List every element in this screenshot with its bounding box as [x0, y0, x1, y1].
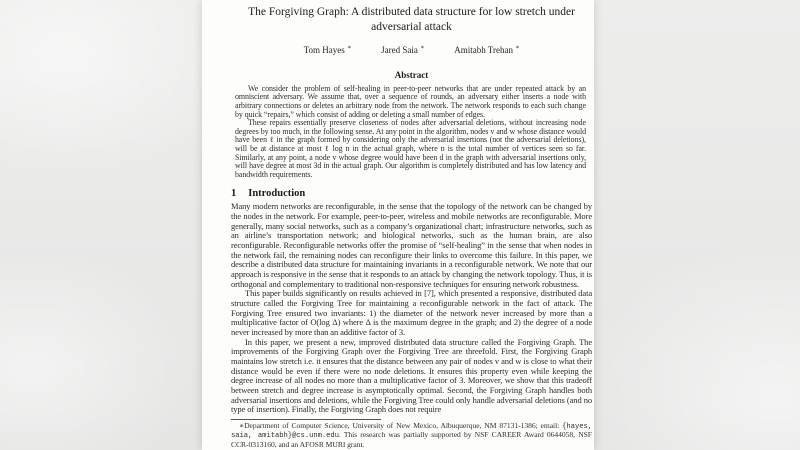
section-heading: [231, 188, 592, 199]
abstract-block: [235, 85, 586, 180]
author: [304, 44, 351, 55]
author: [381, 44, 424, 55]
body-paragraph: Many modern networks are reconfigurable, in the sense that the topology of the network can be changed by the nodes in the network. For example, peer-to-peer, wireless and mobile networks are reconfigurable. More generally, many social networks, such as a company’s organizational chart; infrastructure networks, such as an airline’s transportation network; and biological networks, such as the human brain, are also reconfigurable. Reconfigurable networks offer the promise of “self-healing” in the sense that when nodes in the network fail, the remaining nodes can reconfigure their links to overcome this failure. In this paper, we describe a distributed data structure for maintaining invariants in a reconfigurable network. We note that our approach is responsive in the sense that it responds to an attack by changing the network topology. Thus, it is orthogonal and complementary to traditional non-responsive techniques for ensuring network robustness.: [231, 201, 592, 289]
footnote-post: . This research was partially supported by NSF CAREER Award 0644058, NSF CCR-0313160, and an AFOSR MURI grant.: [231, 430, 592, 449]
paper-page: [202, 0, 594, 450]
abstract-paragraph: These repairs essentially preserve closeness of nodes after adversarial deletions, without increasing node degrees by too much, in the following sense. At any point in the algorithm, nodes v and w whose distance would have been ℓ in the graph formed by considering only the adversarial insertions (not the adversarial deletions), will be at distance at most ℓ log n in the actual graph, where n is the total number of vertices seen so far. Similarly, at any point, a node v whose degree would have been d in the graph with adversarial insertions only, will have degree at most 3d in the actual graph. Our algorithm is completely distributed and has low latency and bandwidth requirements.: [235, 118, 586, 179]
paper-title: The Forgiving Graph: A distributed data structure for low stretch under adversarial attack: [248, 6, 575, 33]
author-asterisk: ∗: [515, 44, 520, 51]
author-name: Jared Saia: [381, 44, 418, 55]
author-name: Amitabh Trehan: [454, 44, 513, 55]
author: [454, 44, 519, 55]
section-number: 1: [231, 188, 237, 200]
body-paragraph: This paper builds significantly on results achieved in [7], which presented a responsive, distributed data structure called the Forgiving Tree for maintaining a reconfigurable network in the fact of attack. The Forgiving Tree ensured two invariants: 1) the diameter of the network never increased by more than a multiplicative factor of O(log Δ) where Δ is the maximum degree in the graph; and 2) the degree of a node never increased by more than an additive factor of 3.: [231, 288, 592, 337]
footnote-pre: ∗Department of Computer Science, University of New Mexico, Albuquerque, NM 87131-1386; email:: [239, 421, 563, 431]
section-title: Introduction: [248, 188, 306, 200]
footnote-text: [231, 422, 592, 449]
author-asterisk: ∗: [420, 44, 425, 51]
author-name: Tom Hayes: [303, 44, 345, 55]
authors-row: [231, 44, 592, 55]
paper-content: [231, 0, 592, 450]
abstract-paragraph: We consider the problem of self-healing in peer-to-peer networks that are under repeated attack by an omniscient adversary. We assume that, over a sequence of rounds, an adversary either inserts a node with arbitrary connections or deletes an arbitrary node from the network. The network responds to each such change by quick “repairs,” which consist of adding or deleting a small number of edges.: [235, 83, 586, 119]
footnote-block: [231, 418, 592, 449]
author-asterisk: ∗: [347, 44, 352, 51]
section-body: [231, 202, 592, 414]
footnote-email: {hayes, saia, amitabh}@cs.unm.edu: [231, 423, 592, 441]
abstract-heading: Abstract: [394, 69, 429, 80]
body-paragraph: In this paper, we present a new, improved distributed data structure called the Forgiving Graph. The improvements of the Forgiving Graph over the Forgiving Tree are threefold. First, the Forgiving Graph maintains low stretch i.e. it ensures that the distance between any pair of nodes v and w is close to what their distance would be even if there were no node deletions. It ensures this property even while keeping the degree increase of all nodes no more than a multiplicative factor of 3. Moreover, we show that this tradeoff between stretch and degree increase is asymptotically optimal. Second, the Forgiving Graph handles both adversarial insertions and deletions, while the Forgiving Tree could only handle adversarial deletions (and no type of insertion). Finally, the Forgiving Graph does not require: [231, 336, 592, 415]
footnote-rule: [231, 419, 381, 420]
